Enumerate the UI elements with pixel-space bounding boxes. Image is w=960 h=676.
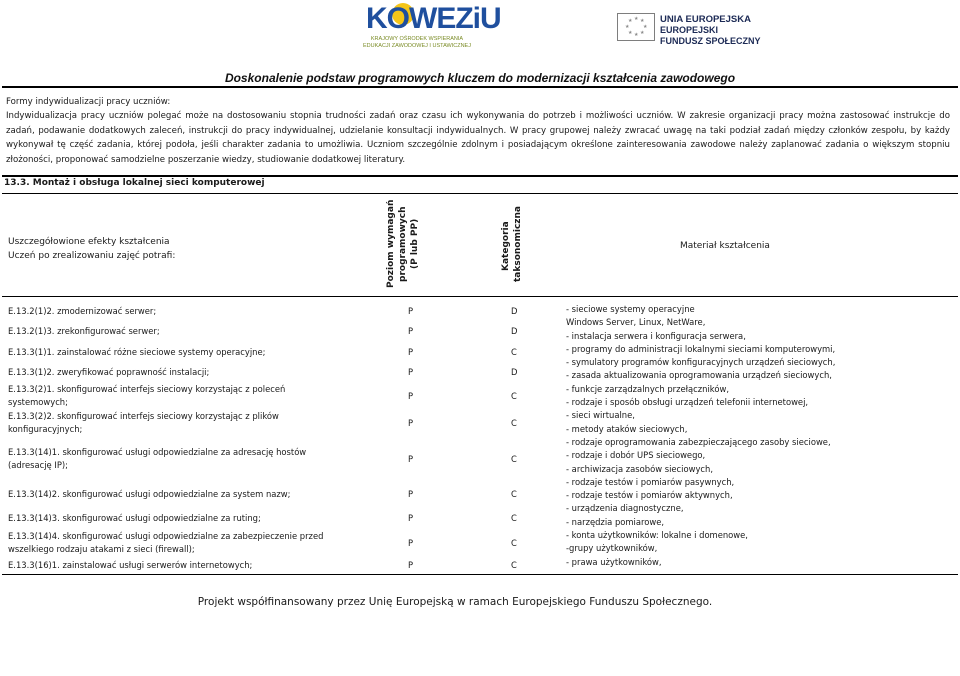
effect-text: E.13.2(1)3. zrekonfigurować serwer; (8, 326, 160, 336)
category-cell: C (511, 560, 517, 570)
effect-text: E.13.2(1)2. zmodernizować serwer; (8, 306, 157, 316)
level-cell: P (408, 306, 414, 316)
material-item: - symulatory programów konfiguracyjnych urządzeń sieciowych, (566, 357, 836, 368)
column-header-level: Poziom wymagań programowych (P lub PP) (386, 199, 420, 289)
level-cell: P (408, 326, 414, 336)
footer-text: Projekt współfinansowany przez Unię Europejską w ramach Europejskiego Funduszu Społecznego. (197, 596, 713, 608)
category-cell: D (511, 367, 518, 377)
material-item: - rodzaje oprogramowania zabezpieczającego zasoby sieciowe, (566, 436, 831, 447)
column-header-category: Kategoria taksonomiczna (501, 205, 523, 282)
category-cell: C (511, 513, 517, 523)
material-item: - urządzenia diagnostyczne, (566, 503, 684, 514)
material-item: - archiwizacja zasobów sieciowych, (566, 463, 713, 474)
effect-text: E.13.3(1)2. zweryfikować poprawność instalacji; (8, 367, 210, 377)
material-item: - narzędzia pomiarowe, (566, 516, 665, 527)
material-item: - instalacja serwera i konfiguracja serwera, (566, 330, 746, 341)
level-cell: P (408, 538, 414, 548)
material-item: - sieciowe systemy operacyjne (566, 304, 695, 314)
column-header-effects: Uszczegółowione efekty kształcenia Uczeń po zrealizowaniu zajęć potrafi: (8, 237, 176, 261)
material-item: - rodzaje testów i pomiarów pasywnych, (566, 476, 735, 487)
effect-text: E.13.3(14)2. skonfigurować usługi odpowiedzialne za system nazw; (8, 489, 291, 499)
level-cell: P (408, 489, 414, 499)
category-cell: D (511, 306, 518, 316)
category-cell: D (511, 326, 518, 336)
header-divider (2, 296, 958, 297)
material-item: Windows Server, Linux, NetWare, (566, 317, 706, 328)
level-cell: P (408, 367, 414, 377)
individualization-text: Indywidualizacja pracy uczniów polegać może na dostosowaniu stopnia trudności zadań oraz czasu ich wykonywania do potrzeb i możliwości uczniów. W zakresie organizacji pracy można zastosować instrukcje do zadań, podawanie dodatkowych zaleceń, instrukcji do pracy indywidualnej, udzielanie konsultacji indywidualnych. W pracy grupowej należy zwracać uwagę na taki podział zadań między członków zespołu, by każdy wykonywał tę część zadania, której podoła, jeśli charakter zadania to umożliwia. Uczniom szczególnie zdolnym i posiadającym określone zainteresowania zawodowe należy zaplanować zadania o większym stopniu złożoności, proponować samodzielne poszerzanie wiedzy, studiowanie dodatkowej literatury. (6, 111, 950, 165)
section-title: 13.3. Montaż i obsługa lokalnej sieci komputerowej (4, 178, 265, 188)
table-top-border (2, 175, 958, 177)
eu-logo-text: UNIA EUROPEJSKA EUROPEJSKI FUNDUSZ SPOŁECZNY (660, 14, 761, 46)
material-item: - funkcje zarządzalnych przełączników, (566, 383, 729, 394)
category-cell: C (511, 391, 517, 401)
table-bottom-border (2, 574, 958, 575)
material-item: - sieci wirtualne, (566, 410, 635, 421)
section-title-divider (2, 193, 958, 194)
effect-text: E.13.3(14)3. skonfigurować usługi odpowiedzialne za ruting; (8, 513, 261, 523)
effect-text: E.13.3(2)1. skonfigurować interfejs sieciowy korzystając z poleceń systemowych; (8, 384, 286, 407)
program-title: Doskonalenie podstaw programowych kluczem do modernizacji kształcenia zawodowego (224, 71, 736, 85)
eu-flag-icon: ★ ★ ★ ★ ★ ★ ★ ★ (617, 13, 655, 41)
category-cell: C (511, 454, 517, 464)
material-item: - konta użytkowników: lokalne i domenowe, (566, 530, 748, 541)
material-item: - programy do administracji lokalnymi sieciami komputerowymi, (566, 343, 836, 354)
koweziu-logo-text: KOWEZiU (366, 2, 501, 35)
eu-logo (617, 10, 762, 54)
individualization-section (6, 95, 950, 167)
level-cell: P (408, 513, 414, 523)
level-cell: P (408, 418, 414, 428)
effect-text: E.13.3(14)1. skonfigurować usługi odpowiedzialne za adresację hostów (adresację IP); (8, 447, 307, 470)
material-item: - rodzaje i dobór UPS sieciowego, (566, 450, 706, 461)
category-cell: C (511, 418, 517, 428)
level-cell: P (408, 391, 414, 401)
level-cell: P (408, 560, 414, 570)
category-cell: C (511, 538, 517, 548)
koweziu-logo-subtitle: KRAJOWY OŚRODEK WSPIERANIA EDUKACJI ZAWODOWEJ I USTAWICZNEJ (363, 36, 471, 49)
materials-list (566, 303, 866, 569)
material-item: - rodzaje i sposób obsługi urządzeń telefonii internetowej, (566, 397, 809, 408)
column-header-materials: Materiał kształcenia (680, 241, 770, 251)
category-cell: C (511, 489, 517, 499)
effect-text: E.13.3(14)4. skonfigurować usługi odpowiedzialne za zabezpieczenie przed wszelkiego rodzaju atakami z sieci (firewall); (8, 531, 324, 554)
level-cell: P (408, 347, 414, 357)
effect-text: E.13.3(2)2. skonfigurować interfejs sieciowy korzystając z plików konfiguracyjnych; (8, 411, 279, 434)
material-item: - zasada aktualizowania oprogramowania urządzeń sieciowych, (566, 370, 832, 381)
koweziu-logo (352, 0, 501, 52)
material-item: - prawa użytkowników, (566, 556, 662, 567)
material-item: -grupy użytkowników, (566, 543, 658, 554)
material-item: - metody ataków sieciowych, (566, 423, 688, 434)
effect-text: E.13.3(16)1. zainstalować usługi serwerów internetowych; (8, 560, 253, 570)
title-divider (2, 86, 958, 88)
category-cell: C (511, 347, 517, 357)
level-cell: P (408, 454, 414, 464)
effect-text: E.13.3(1)1. zainstalować różne sieciowe systemy operacyjne; (8, 347, 266, 357)
individualization-heading: Formy indywidualizacji pracy uczniów: (6, 97, 171, 107)
material-item: - rodzaje testów i pomiarów aktywnych, (566, 490, 733, 501)
